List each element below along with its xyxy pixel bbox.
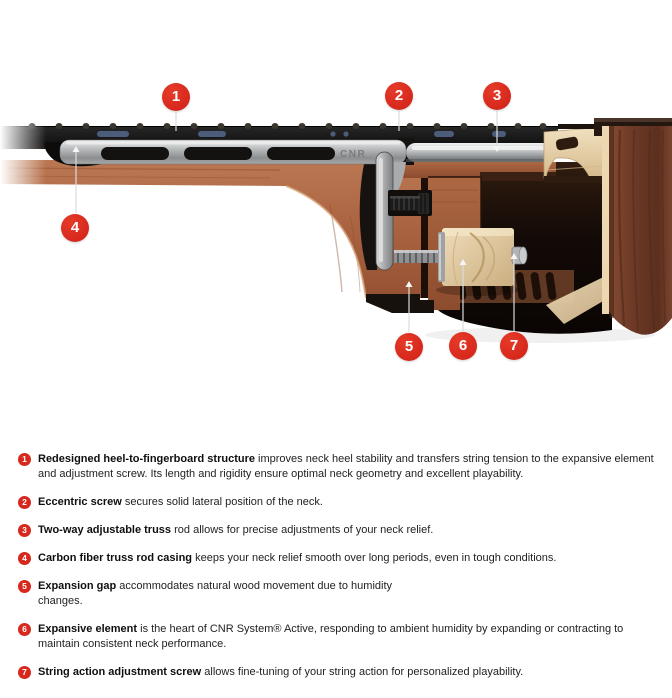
legend-item-2: [18, 495, 658, 510]
legend-item-7: [18, 665, 658, 680]
legend-item-5: [18, 579, 658, 609]
legend-text-6: [38, 622, 658, 652]
legend-number-badge-6: 6: [18, 623, 31, 636]
left-fade: [0, 118, 46, 213]
legend-text-1: [38, 452, 658, 482]
legend-item-3: [18, 523, 658, 538]
rim-binding: [602, 126, 609, 314]
legend-desc-5: accommodates natural wood movement due to humidity changes.: [38, 580, 393, 607]
body-rim: [602, 126, 672, 335]
callout-2: 2: [385, 82, 413, 110]
legend-item-4: [18, 551, 658, 566]
callout-5: 5: [395, 333, 423, 361]
legend-term-5: Expansion gap: [38, 580, 117, 592]
legend-text-2: [38, 495, 323, 510]
eccentric-screw: [388, 190, 432, 216]
legend-desc-1: improves neck heel stability and transfers string tension to the expansive element and adjustment screw. Its length and rigidity ensure optimal neck geometry and excellent playability.: [38, 453, 654, 480]
callout-7: 7: [500, 332, 528, 360]
legend-item-6: [18, 622, 658, 652]
callout-6: 6: [449, 332, 477, 360]
legend-term-3: Two-way adjustable truss: [38, 524, 172, 536]
legend-text-4: [38, 551, 556, 566]
legend-text-3: [38, 523, 433, 538]
legend-text-7: [38, 665, 523, 680]
legend-desc-7: allows fine-tuning of your string action for personalized playability.: [201, 666, 524, 678]
bracket-emboss-text: CNR: [340, 149, 367, 160]
legend-term-1: Redesigned heel-to-fingerboard structure: [38, 453, 255, 465]
legend-term-4: Carbon fiber truss rod casing: [38, 552, 193, 564]
callout-3: 3: [483, 82, 511, 110]
legend-term-7: String action adjustment screw: [38, 666, 202, 678]
legend-term-6: Expansive element: [38, 623, 138, 635]
legend-number-badge-4: 4: [18, 552, 31, 565]
legend-number-badge-2: 2: [18, 496, 31, 509]
expansion-gap: [421, 162, 428, 298]
legend-item-1: [18, 452, 658, 482]
legend-desc-3: rod allows for precise adjustments of your neck relief.: [171, 524, 434, 536]
expansive-element: [436, 228, 520, 296]
legend-number-badge-3: 3: [18, 524, 31, 537]
bracket-slots: [101, 147, 335, 160]
callout-1: 1: [162, 83, 190, 111]
legend-number-badge-1: 1: [18, 453, 31, 466]
legend: [18, 452, 658, 693]
callout-4: 4: [61, 214, 89, 242]
truss-rod: [406, 143, 552, 162]
legend-number-badge-5: 5: [18, 580, 31, 593]
legend-text-5: [38, 579, 403, 609]
legend-desc-6: is the heart of CNR System® Active, responding to ambient humidity by expanding or contracting to maintain consistent neck performance.: [38, 623, 624, 650]
legend-term-2: Eccentric screw: [38, 496, 122, 508]
legend-desc-2: secures solid lateral position of the neck.: [121, 496, 323, 508]
legend-number-badge-7: 7: [18, 666, 31, 679]
legend-desc-4: keeps your neck relief smooth over long periods, even in tough conditions.: [192, 552, 557, 564]
